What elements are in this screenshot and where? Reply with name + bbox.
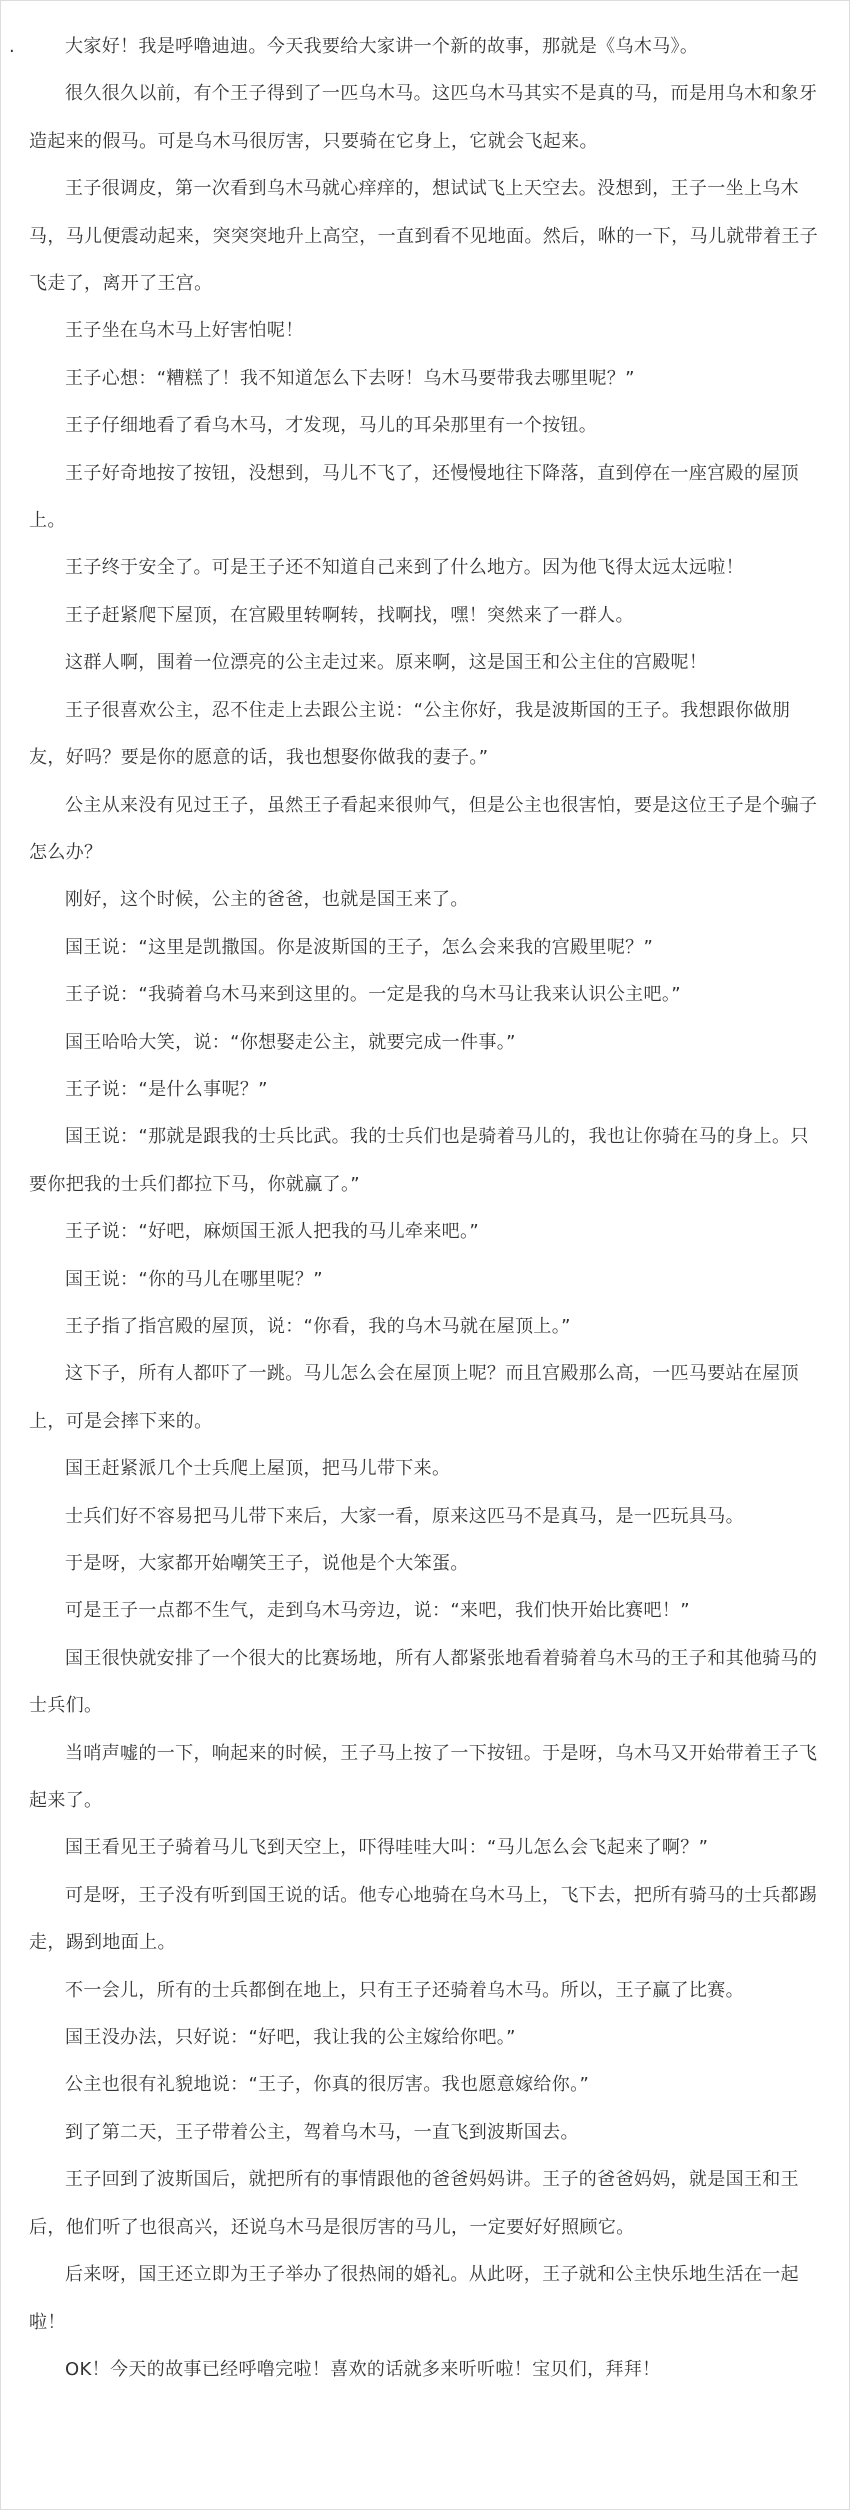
paragraph: 国王很快就安排了一个很大的比赛场地，所有人都紧张地看着骑着乌木马的王子和其他骑马的士兵们。 (29, 1647, 818, 1717)
paragraph: 这下子，所有人都吓了一跳。马儿怎么会在屋顶上呢？而且宫殿那么高，一匹马要站在屋顶上，可是会摔下来的。 (29, 1363, 799, 1432)
paragraph: 国王说：“这里是凯撒国。你是波斯国的王子，怎么会来我的宫殿里呢？” (65, 936, 654, 958)
paragraph: 王子赶紧爬下屋顶，在宫殿里转啊转，找啊找，嘿！突然来了一群人。 (65, 604, 634, 626)
paragraph: 王子指了指宫殿的屋顶，说：“你看，我的乌木马就在屋顶上。” (65, 1315, 571, 1337)
paragraph: 可是王子一点都不生气，走到乌木马旁边，说：“来吧，我们快开始比赛吧！” (65, 1600, 690, 1622)
paragraph: 王子终于安全了。可是王子还不知道自己来到了什么地方。因为他飞得太远太远啦！ (65, 557, 744, 579)
lead-mark: . (9, 36, 15, 57)
paragraph: 国王哈哈大笑，说：“你想娶走公主，就要完成一件事。” (65, 1031, 516, 1053)
paragraph: 国王说：“你的马儿在哪里呢？” (65, 1268, 323, 1290)
paragraph: 王子心想：“糟糕了！我不知道怎么下去呀！乌木马要带我去哪里呢？” (65, 367, 635, 389)
paragraph: 王子说：“是什么事呢？” (65, 1078, 268, 1100)
paragraph: 后来呀，国王还立即为王子举办了很热闹的婚礼。从此呀，王子就和公主快乐地生活在一起啦！ (29, 2264, 799, 2333)
paragraph: 到了第二天，王子带着公主，驾着乌木马，一直飞到波斯国去。 (65, 2121, 579, 2143)
paragraph: 王子说：“我骑着乌木马来到这里的。一定是我的乌木马让我来认识公主吧。” (65, 984, 681, 1006)
paragraph: 王子好奇地按了按钮，没想到，马儿不飞了，还慢慢地往下降落，直到停在一座宫殿的屋顶上。 (29, 462, 799, 532)
paragraph: 这群人啊，围着一位漂亮的公主走过来。原来啊，这是国王和公主住的宫殿呢！ (65, 652, 708, 674)
paragraph: 王子说：“好吧，麻烦国王派人把我的马儿牵来吧。” (65, 1221, 480, 1243)
paragraph: 国王没办法，只好说：“好吧，我让我的公主嫁给你吧。” (65, 2027, 516, 2049)
story-article (29, 23, 824, 2393)
paragraph: 国王赶紧派几个士兵爬上屋顶，把马儿带下来。 (65, 1458, 451, 1480)
paragraph: 王子坐在乌木马上好害怕呢！ (65, 320, 304, 342)
paragraph: 王子回到了波斯国后，就把所有的事情跟他的爸爸妈妈讲。王子的爸爸妈妈，就是国王和王后，他们听了也很高兴，还说乌木马是很厉害的马儿，一定要好好照顾它。 (29, 2169, 799, 2238)
paragraph: 国王看见王子骑着马儿飞到天空上，吓得哇哇大叫：“马儿怎么会飞起来了啊？” (65, 1837, 709, 1859)
paragraph: 士兵们好不容易把马儿带下来后，大家一看，原来这匹马不是真马，是一匹玩具马。 (65, 1505, 744, 1527)
paragraph: 可是呀，王子没有听到国王说的话。他专心地骑在乌木马上，飞下去，把所有骑马的士兵都踢走，踢到地面上。 (29, 1884, 818, 1954)
paragraph: 大家好！我是呼噜迪迪。今天我要给大家讲一个新的故事，那就是《乌木马》。 (65, 36, 699, 57)
paragraph: 当哨声嘘的一下，响起来的时候，王子马上按了一下按钮。于是呀，乌木马又开始带着王子飞起来了。 (29, 1742, 818, 1812)
paragraph: 刚好，这个时候，公主的爸爸，也就是国王来了。 (65, 889, 469, 911)
paragraph: 公主也很有礼貌地说：“王子，你真的很厉害。我也愿意嫁给你。” (65, 2074, 590, 2096)
paragraph: 很久很久以前，有个王子得到了一匹乌木马。这匹乌木马其实不是真的马，而是用乌木和象牙造起来的假马。可是乌木马很厉害，只要骑在它身上，它就会飞起来。 (29, 83, 818, 152)
paragraph: 于是呀，大家都开始嘲笑王子，说他是个大笨蛋。 (65, 1553, 469, 1574)
paragraph: 王子很喜欢公主，忍不住走上去跟公主说：“公主你好，我是波斯国的王子。我想跟你做朋友，好吗？要是你的愿意的话，我也想娶你做我的妻子。” (29, 699, 791, 769)
paragraph: 王子仔细地看了看乌木马，才发现，马儿的耳朵那里有一个按钮。 (65, 415, 598, 437)
paragraph: 王子很调皮，第一次看到乌木马就心痒痒的，想试试飞上天空去。没想到，王子一坐上乌木马，马儿便震动起来，突突突地升上高空，一直到看不见地面。然后，咻的一下，马儿就带着王子飞走了，离开了王宫。 (29, 178, 819, 295)
paragraph: 公主从来没有见过王子，虽然王子看起来很帅气，但是公主也很害怕，要是这位王子是个骗子怎么办？ (29, 794, 818, 863)
paragraph: OK！今天的故事已经呼噜完啦！喜欢的话就多来听听啦！宝贝们，拜拜！ (65, 2358, 661, 2380)
paragraph: 国王说：“那就是跟我的士兵比武。我的士兵们也是骑着马儿的，我也让你骑在马的身上。只要你把我的士兵们都拉下马，你就赢了。” (29, 1126, 809, 1195)
paragraph: 不一会儿，所有的士兵都倒在地上，只有王子还骑着乌木马。所以，王子赢了比赛。 (65, 1979, 744, 2001)
